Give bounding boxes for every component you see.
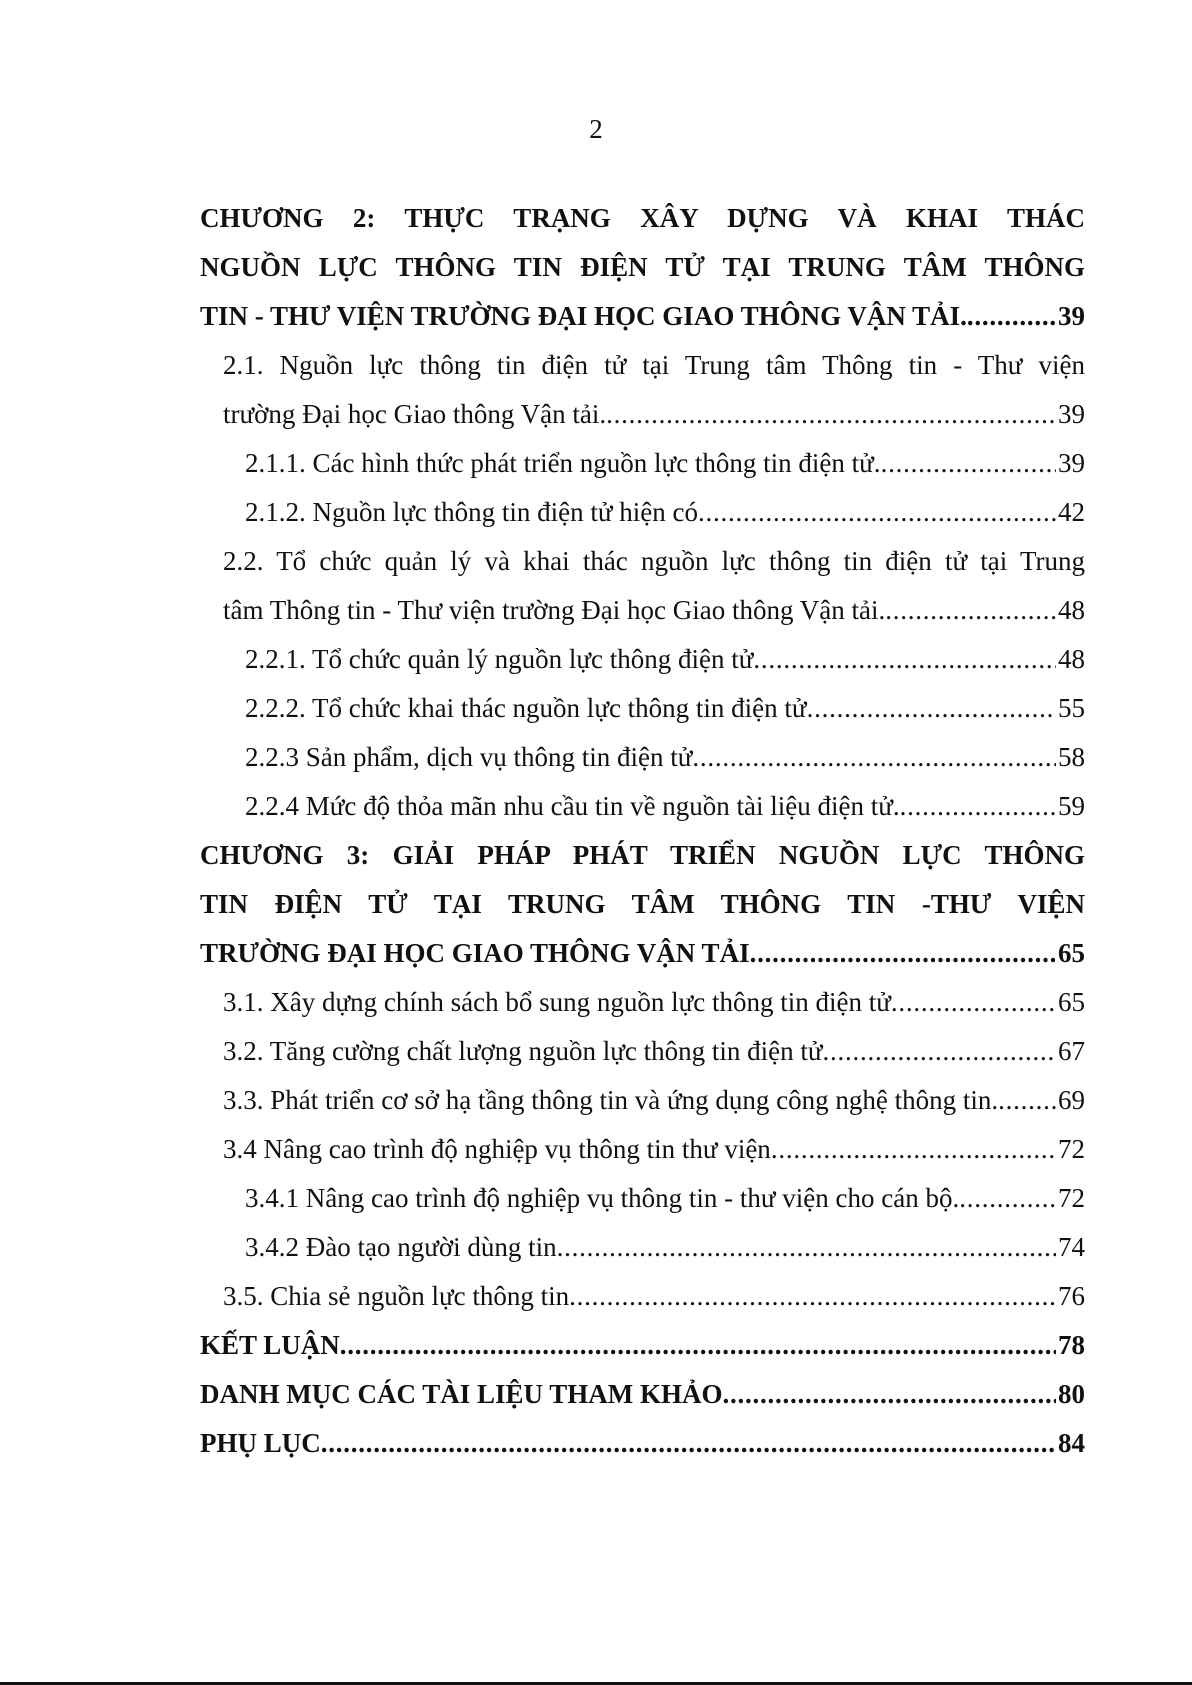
toc-entry[interactable] bbox=[200, 1027, 1085, 1076]
toc-entry-line: CHƯƠNG 2: THỰC TRẠNG XÂY DỰNG VÀ KHAI THÁC bbox=[200, 203, 1085, 233]
toc-page-number: 65 bbox=[1058, 938, 1085, 968]
toc-entry-leader-line bbox=[223, 978, 1085, 1027]
toc-entry[interactable] bbox=[200, 341, 1085, 439]
toc-entry[interactable] bbox=[200, 782, 1085, 831]
toc-entry[interactable] bbox=[200, 635, 1085, 684]
toc-entry-leader-line bbox=[223, 1076, 1085, 1125]
toc-page-number: 69 bbox=[1058, 1085, 1085, 1115]
toc-entry[interactable] bbox=[200, 1174, 1085, 1223]
toc-entry[interactable] bbox=[200, 1125, 1085, 1174]
toc-entry[interactable] bbox=[200, 439, 1085, 488]
toc-page-number: 74 bbox=[1058, 1232, 1085, 1262]
dot-leader bbox=[900, 782, 1056, 831]
dot-leader bbox=[698, 488, 1056, 537]
toc-entry-leader-line bbox=[200, 929, 1085, 978]
dot-leader bbox=[885, 586, 1056, 635]
toc-entry-line: TIN ĐIỆN TỬ TẠI TRUNG TÂM THÔNG TIN -THƯ VIỆN bbox=[200, 889, 1085, 919]
table-of-contents bbox=[200, 194, 1085, 1468]
dot-leader bbox=[959, 1174, 1056, 1223]
dot-leader bbox=[771, 1125, 1056, 1174]
toc-entry-leader-line bbox=[200, 1370, 1085, 1419]
toc-page-number: 58 bbox=[1058, 742, 1085, 772]
toc-page-number: 76 bbox=[1058, 1281, 1085, 1311]
toc-entry-leader-line bbox=[245, 684, 1085, 733]
toc-entry-title: PHỤ LỤC bbox=[200, 1428, 321, 1458]
toc-entry-line: CHƯƠNG 3: GIẢI PHÁP PHÁT TRIỂN NGUỒN LỰC THÔNG bbox=[200, 840, 1085, 870]
toc-page-number: 59 bbox=[1058, 791, 1085, 821]
toc-page-number: 78 bbox=[1058, 1330, 1085, 1360]
toc-entry-leader-line bbox=[200, 1419, 1085, 1468]
toc-entry-leader-line bbox=[223, 586, 1085, 635]
toc-entry[interactable] bbox=[200, 1419, 1085, 1468]
toc-entry-title: 3.4.1 Nâng cao trình độ nghiệp vụ thông tin - thư viện cho cán bộ. bbox=[245, 1183, 960, 1213]
toc-entry-leader-line bbox=[245, 1223, 1085, 1272]
toc-entry-leader-line bbox=[245, 733, 1085, 782]
toc-entry-leader-line bbox=[223, 1272, 1085, 1321]
dot-leader bbox=[753, 635, 1056, 684]
toc-entry-leader-line bbox=[223, 1125, 1085, 1174]
toc-entry-leader-line bbox=[200, 1321, 1085, 1370]
toc-entry-title: 3.2. Tăng cường chất lượng nguồn lực thông tin điện tử bbox=[223, 1036, 823, 1066]
toc-entry-title: 2.2.3 Sản phẩm, dịch vụ thông tin điện tử bbox=[245, 742, 693, 772]
toc-entry[interactable] bbox=[200, 978, 1085, 1027]
toc-entry-title: TRƯỜNG ĐẠI HỌC GIAO THÔNG VẬN TẢI bbox=[200, 938, 750, 968]
toc-entry-leader-line bbox=[245, 635, 1085, 684]
dot-leader bbox=[606, 390, 1056, 439]
toc-entry[interactable] bbox=[200, 194, 1085, 341]
toc-entry-title: 2.1.1. Các hình thức phát triển nguồn lực thông tin điện tử. bbox=[245, 448, 881, 478]
toc-entry-title: tâm Thông tin - Thư viện trường Đại học Giao thông Vận tải. bbox=[223, 595, 886, 625]
dot-leader bbox=[967, 292, 1056, 341]
toc-page-number: 65 bbox=[1058, 987, 1085, 1017]
toc-page-number: 67 bbox=[1058, 1036, 1085, 1066]
toc-page-number: 72 bbox=[1058, 1134, 1085, 1164]
toc-entry[interactable] bbox=[200, 684, 1085, 733]
toc-entry[interactable] bbox=[200, 733, 1085, 782]
toc-entry-line: 2.1. Nguồn lực thông tin điện tử tại Trung tâm Thông tin - Thư viện bbox=[223, 350, 1085, 380]
toc-entry[interactable] bbox=[200, 1321, 1085, 1370]
toc-page-number: 39 bbox=[1058, 448, 1085, 478]
toc-entry-title: DANH MỤC CÁC TÀI LIỆU THAM KHẢO bbox=[200, 1379, 723, 1409]
toc-entry-line: NGUỒN LỰC THÔNG TIN ĐIỆN TỬ TẠI TRUNG TÂM THÔNG bbox=[200, 252, 1085, 282]
dot-leader bbox=[823, 1027, 1056, 1076]
toc-entry[interactable] bbox=[200, 488, 1085, 537]
toc-page-number: 39 bbox=[1058, 399, 1085, 429]
toc-entry[interactable] bbox=[200, 1076, 1085, 1125]
toc-entry-leader-line bbox=[245, 488, 1085, 537]
toc-entry-title: 2.2.2. Tổ chức khai thác nguồn lực thông tin điện tử bbox=[245, 693, 807, 723]
toc-entry-title: TIN - THƯ VIỆN TRƯỜNG ĐẠI HỌC GIAO THÔNG VẬN TẢI. bbox=[200, 301, 967, 331]
dot-leader bbox=[891, 978, 1056, 1027]
toc-page-number: 39 bbox=[1058, 301, 1085, 331]
toc-page-number: 80 bbox=[1058, 1379, 1085, 1409]
toc-entry-title: 3.4 Nâng cao trình độ nghiệp vụ thông tin thư viện bbox=[223, 1134, 771, 1164]
toc-entry-title: 3.5. Chia sẻ nguồn lực thông tin bbox=[223, 1281, 570, 1311]
toc-entry-title: 3.4.2 Đào tạo người dùng tin bbox=[245, 1232, 557, 1262]
toc-entry-title: 3.3. Phát triển cơ sở hạ tầng thông tin và ứng dụng công nghệ thông tin. bbox=[223, 1085, 999, 1115]
dot-leader bbox=[340, 1321, 1056, 1370]
toc-entry-leader-line bbox=[223, 1027, 1085, 1076]
page-number: 2 bbox=[589, 114, 603, 144]
toc-entry-title: KẾT LUẬN bbox=[200, 1330, 340, 1360]
toc-entry-title: 2.2.1. Tổ chức quản lý nguồn lực thông điện tử bbox=[245, 644, 754, 674]
toc-entry-title: 2.2.4 Mức độ thỏa mãn nhu cầu tin về nguồn tài liệu điện tử. bbox=[245, 791, 900, 821]
toc-entry[interactable] bbox=[200, 1223, 1085, 1272]
toc-entry-leader-line bbox=[223, 390, 1085, 439]
toc-entry-leader-line bbox=[245, 782, 1085, 831]
toc-entry[interactable] bbox=[200, 831, 1085, 978]
dot-leader bbox=[881, 439, 1056, 488]
toc-page-number: 84 bbox=[1058, 1428, 1085, 1458]
toc-page-number: 48 bbox=[1058, 595, 1085, 625]
dot-leader bbox=[807, 684, 1056, 733]
toc-entry-title: 3.1. Xây dựng chính sách bổ sung nguồn lực thông tin điện tử bbox=[223, 987, 891, 1017]
dot-leader bbox=[692, 733, 1056, 782]
dot-leader bbox=[569, 1272, 1056, 1321]
dot-leader bbox=[998, 1076, 1056, 1125]
toc-entry[interactable] bbox=[200, 1272, 1085, 1321]
toc-entry[interactable] bbox=[200, 1370, 1085, 1419]
toc-page-number: 72 bbox=[1058, 1183, 1085, 1213]
dot-leader bbox=[321, 1419, 1056, 1468]
dot-leader bbox=[723, 1370, 1056, 1419]
toc-entry-leader-line bbox=[245, 1174, 1085, 1223]
toc-page-number: 42 bbox=[1058, 497, 1085, 527]
dot-leader bbox=[750, 929, 1056, 978]
toc-entry-title: trường Đại học Giao thông Vận tải. bbox=[223, 399, 607, 429]
toc-page-number: 55 bbox=[1058, 693, 1085, 723]
dot-leader bbox=[557, 1223, 1056, 1272]
toc-entry-leader-line bbox=[245, 439, 1085, 488]
toc-entry-line: 2.2. Tổ chức quản lý và khai thác nguồn lực thông tin điện tử tại Trung bbox=[223, 546, 1085, 576]
toc-entry-title: 2.1.2. Nguồn lực thông tin điện tử hiện có bbox=[245, 497, 698, 527]
toc-entry[interactable] bbox=[200, 537, 1085, 635]
toc-page-number: 48 bbox=[1058, 644, 1085, 674]
toc-entry-leader-line bbox=[200, 292, 1085, 341]
